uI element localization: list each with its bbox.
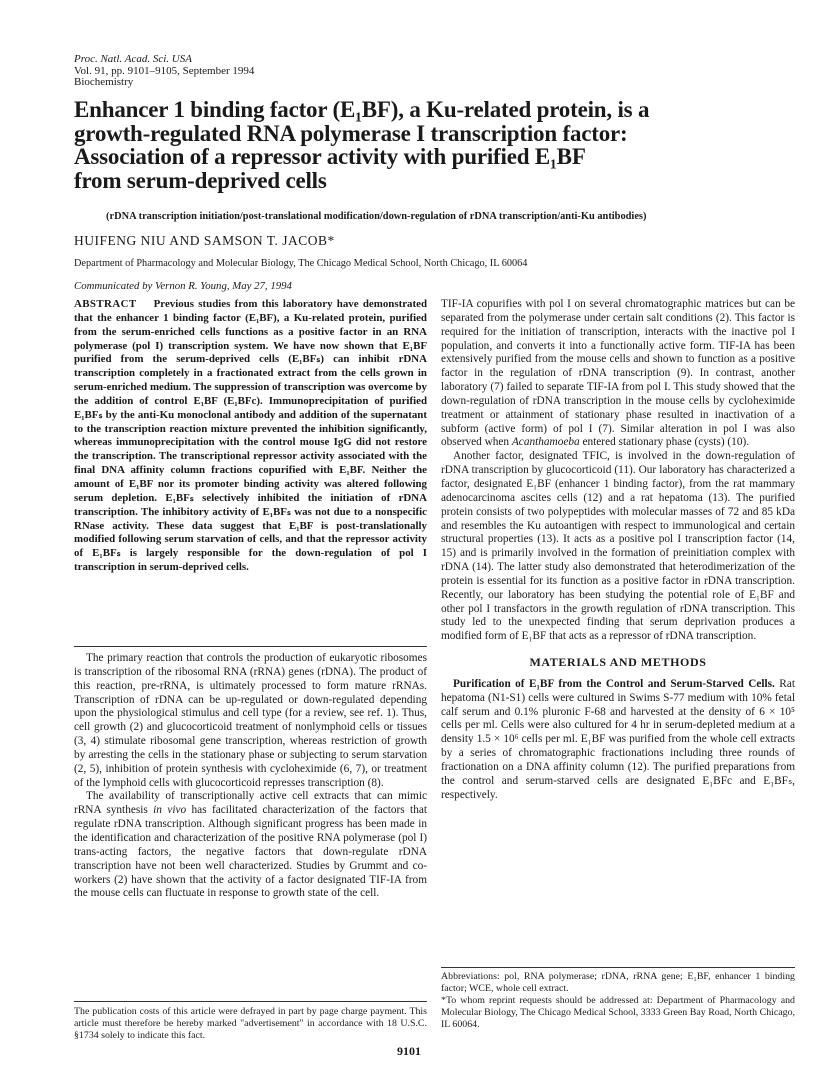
journal-name: Proc. Natl. Acad. Sci. USA: [74, 53, 192, 65]
journal-section: Biochemistry: [74, 76, 134, 88]
intro-paragraph-1: The primary reaction that controls the production of eukaryotic ribosomes is transcription of the ribosomal RNA (rRNA) genes (rDNA). The product of this reaction, pre-rRNA, is ultimately processed to form mature rRNAs. Transcription of rDNA can be up-regulated or down-regulated depending upon the physiological stimulus and cell type (for a review, see ref. 1). Thus, cell growth (2) and glucocorticoid treatment of nonlymphoid cells or tissues (3, 4) stimulate ribosomal gene transcription, whereas restriction of growth by arresting the cells in the stationary phase or subjecting to serum starvation (2, 5), inhibition of protein synthesis with cycloheximide (6, 7), or treatment of the lymphoid cells with glucocorticoid represses transcription (8).: [74, 652, 427, 789]
title-line-1: Enhancer 1 binding factor (E₁BF), a Ku-related protein, is a: [74, 97, 650, 122]
reprint-footnote: *To whom reprint requests should be addressed at: Department of Pharmacology and Molecular Biology, The Chicago Medical School, 3333 Green Bay Road, North Chicago, IL 60064.: [441, 995, 795, 1030]
right-body: [441, 298, 795, 803]
title-line-2: growth-regulated RNA polymerase I transcription factor:: [74, 120, 628, 146]
right-paragraph-1: TIF-IA copurifies with pol I on several chromatographic matrices but can be separated from the polymerase under certain salt conditions (2). This factor is required for the initiation of transcription, interacts with the inactive pol I population, and converts it into a functionally active form. TIF-IA has been extensively purified from the mouse cells and shown to function as a positive factor in the regulation of rDNA transcription (9). In contrast, another laboratory (7) failed to separate TIF-IA from pol I. This study showed that the down-regulation of rDNA transcription in the mouse cells by cycloheximide treatment or attainment of stationary phase resulted in inactivation of a subform (active form) of pol I (7). Similar alteration in pol I was also observed when Acanthamoeba entered stationary phase (cysts) (10).: [441, 298, 795, 449]
intro-body: [74, 652, 427, 901]
journal-header: [74, 54, 254, 89]
authors: HUIFENG NIU AND SAMSON T. JACOB*: [74, 233, 335, 248]
cost-footnote: The publication costs of this article were defrayed in part by page charge payment. This article must therefore be hereby marked "advertisement" in accordance with 18 U.S.C. §1734 solely to indicate this fact.: [74, 1006, 427, 1041]
abstract: [74, 298, 427, 575]
footnote-divider: [441, 967, 795, 968]
right-paragraph-2: Another factor, designated TFIC, is involved in the down-regulation of rDNA transcription by glucocorticoid (11). Our laboratory has characterized a factor, designated E₁BF (enhancer 1 binding factor), from the rat mammary adenocarcinoma ascites cells (12) and a rat hepatoma (13). The purified protein consists of two polypeptides with molecular masses of 72 and 85 kDa and resembles the Ku autoantigen with respect to immunological and certain structural properties (13). It acts as a positive pol I transcription factor (14, 15) and is primarily involved in the formation of preinitiation complex with rDNA (14). The latter study also demonstrated that heterodimerization of the protein is essential for its function as a positive factor in rDNA transcription. Recently, our laboratory has been studying the potential role of E₁BF and other pol I transfactors in the growth regulation of rDNA transcription. This study led to the unexpected finding that serum deprivation produces a modified form of E₁BF that acts as a repressor of rDNA transcription.: [441, 450, 795, 643]
title-line-3: Association of a repressor activity with purified E₁BF: [74, 144, 586, 169]
page-number: 9101: [397, 1044, 421, 1058]
abbreviations-footnote: Abbreviations: pol, RNA polymerase; rDNA, rRNA gene; E₁BF, enhancer 1 binding factor; WCE, whole cell extract.: [441, 971, 795, 994]
abstract-divider: [74, 646, 427, 647]
footnotes: [441, 971, 795, 1031]
abstract-text: Previous studies from this laboratory have demonstrated that the enhancer 1 binding factor (E₁BF), a Ku-related protein, purified from the serum-enriched cells functions as a positive factor in an RNA polymerase (pol I) transcription system. We have now shown that E₁BF purified from the serum-deprived cells (E₁BFₛ) can inhibit rDNA transcription completely in a fractionated extract from the cells grown in serum-enriched medium. The suppression of transcription was overcome by the addition of control E₁BF (E₁BFc). Immunoprecipitation of purified E₁BFₛ by the anti-Ku monoclonal antibody and addition of the supernatant to the transcription reaction mixture prevented the inhibition significantly, whereas immunoprecipitation with the control mouse IgG did not restore the transcription. The transcriptional repressor activity associated with the final DNA affinity column fractions copurified with E₁BF. Neither the amount of E₁BF nor its promoter binding activity was altered following serum depletion. E₁BFₛ selectively inhibited the initiation of rDNA transcription. The inhibitory activity of E₁BFₛ was not due to a nonspecific RNase activity. These data suggest that E₁BF is post-translationally modified following serum starvation of cells, and that the repressor activity of E₁BFₛ is largely responsible for the down-regulation of pol I transcription in serum-deprived cells.: [74, 298, 427, 574]
cost-footnote-divider: [74, 1001, 427, 1002]
title-line-4: from serum-deprived cells: [74, 167, 327, 193]
methods-subhead: Purification of E₁BF from the Control and Serum-Starved Cells.: [453, 677, 775, 690]
article-title: [74, 98, 764, 192]
abstract-label: ABSTRACT: [74, 298, 137, 310]
journal-volume: Vol. 91, pp. 9101–9105, September 1994: [74, 64, 255, 77]
methods-paragraph-1: Purification of E₁BF from the Control and Serum-Starved Cells. Rat hepatoma (N1-S1) cells were cultured in Swims S-77 medium with 10% fetal calf serum and 0.1% pluronic F-68 and harvested at the density of 6 × 10⁵ cells per ml. Cells were also cultured for 4 hr in serum-depleted medium at a density 1.5 × 10⁶ cells per ml. E₁BF was purified from the whole cell extracts by a series of chromatographic fractionations including three rounds of fractionation on a DNA affinity column (12). The purified preparations from the control and serum-starved cells are designated E₁BFc and E₁BFₛ, respectively.: [441, 677, 795, 801]
affiliation: Department of Pharmacology and Molecular Biology, The Chicago Medical School, North Chicago, IL 60064: [74, 258, 528, 269]
methods-heading: MATERIALS AND METHODS: [529, 655, 707, 670]
intro-paragraph-2: The availability of transcriptionally active cell extracts that can mimic rRNA synthesis in vivo has facilitated characterization of the factors that regulate rDNA transcription. Although significant progress has been made in the identification and characterization of the positive RNA polymerase (pol I) trans-acting factors, the negative factors that down-regulate rDNA transcription have not been well characterized. Studies by Grummt and co-workers (2) have shown that the activity of a factor designated TIF-IA from the mouse cells can fluctuate in response to growth state of the cell.: [74, 790, 427, 900]
communicated-by: Communicated by Vernon R. Young, May 27, 1994: [74, 280, 292, 292]
keywords: (rDNA transcription initiation/post-translational modification/down-regulation of rDNA transcription/anti-Ku antibodies): [106, 211, 647, 222]
